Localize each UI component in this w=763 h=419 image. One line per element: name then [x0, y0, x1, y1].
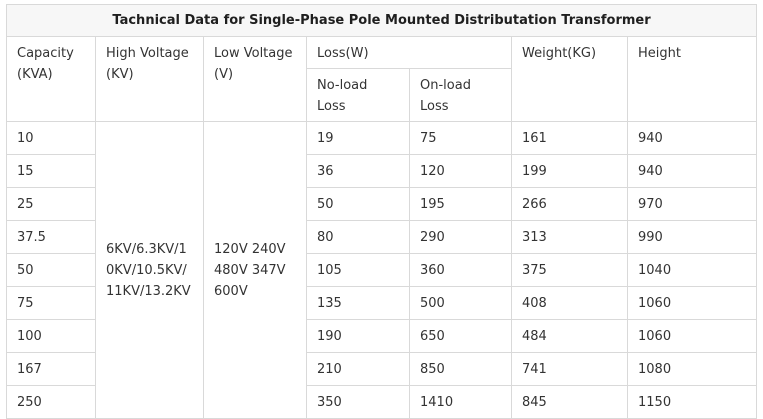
cell-height: 940: [628, 122, 757, 155]
cell-on-load-loss: 195: [410, 188, 512, 221]
cell-height: 1080: [628, 353, 757, 386]
cell-weight: 375: [512, 254, 628, 287]
header-high-voltage: High Voltage (KV): [96, 37, 204, 122]
cell-no-load-loss: 350: [307, 386, 410, 419]
cell-weight: 741: [512, 353, 628, 386]
cell-no-load-loss: 135: [307, 287, 410, 320]
cell-no-load-loss: 105: [307, 254, 410, 287]
cell-on-load-loss: 290: [410, 221, 512, 254]
cell-weight: 845: [512, 386, 628, 419]
cell-capacity: 100: [7, 320, 96, 353]
header-on-load-loss: On-load Loss: [410, 69, 512, 122]
cell-capacity: 75: [7, 287, 96, 320]
cell-weight: 313: [512, 221, 628, 254]
cell-low-voltage: 120V 240V 480V 347V 600V: [204, 122, 307, 419]
cell-capacity: 25: [7, 188, 96, 221]
cell-no-load-loss: 80: [307, 221, 410, 254]
transformer-data-table: [6, 4, 757, 419]
table-row: [7, 122, 757, 155]
cell-no-load-loss: 210: [307, 353, 410, 386]
cell-on-load-loss: 75: [410, 122, 512, 155]
cell-height: 1060: [628, 287, 757, 320]
header-height: Height: [628, 37, 757, 122]
cell-weight: 161: [512, 122, 628, 155]
cell-capacity: 37.5: [7, 221, 96, 254]
cell-weight: 199: [512, 155, 628, 188]
cell-capacity: 10: [7, 122, 96, 155]
table-body: [7, 122, 757, 419]
cell-no-load-loss: 19: [307, 122, 410, 155]
cell-height: 940: [628, 155, 757, 188]
cell-high-voltage: 6KV/6.3KV/10KV/10.5KV/11KV/13.2KV: [96, 122, 204, 419]
cell-on-load-loss: 850: [410, 353, 512, 386]
header-capacity: Capacity (KVA): [7, 37, 96, 122]
cell-weight: 408: [512, 287, 628, 320]
cell-capacity: 167: [7, 353, 96, 386]
cell-height: 970: [628, 188, 757, 221]
cell-weight: 266: [512, 188, 628, 221]
cell-on-load-loss: 120: [410, 155, 512, 188]
header-loss: Loss(W): [307, 37, 512, 69]
cell-on-load-loss: 650: [410, 320, 512, 353]
header-weight: Weight(KG): [512, 37, 628, 122]
cell-height: 990: [628, 221, 757, 254]
cell-on-load-loss: 1410: [410, 386, 512, 419]
cell-no-load-loss: 190: [307, 320, 410, 353]
cell-no-load-loss: 36: [307, 155, 410, 188]
cell-capacity: 15: [7, 155, 96, 188]
cell-on-load-loss: 500: [410, 287, 512, 320]
cell-capacity: 250: [7, 386, 96, 419]
cell-height: 1150: [628, 386, 757, 419]
header-no-load-loss: No-load Loss: [307, 69, 410, 122]
cell-weight: 484: [512, 320, 628, 353]
cell-capacity: 50: [7, 254, 96, 287]
table-container: [6, 4, 757, 419]
cell-no-load-loss: 50: [307, 188, 410, 221]
table-title: Tachnical Data for Single-Phase Pole Mounted Distributation Transformer: [7, 5, 757, 37]
header-low-voltage: Low Voltage (V): [204, 37, 307, 122]
cell-on-load-loss: 360: [410, 254, 512, 287]
cell-height: 1060: [628, 320, 757, 353]
cell-height: 1040: [628, 254, 757, 287]
